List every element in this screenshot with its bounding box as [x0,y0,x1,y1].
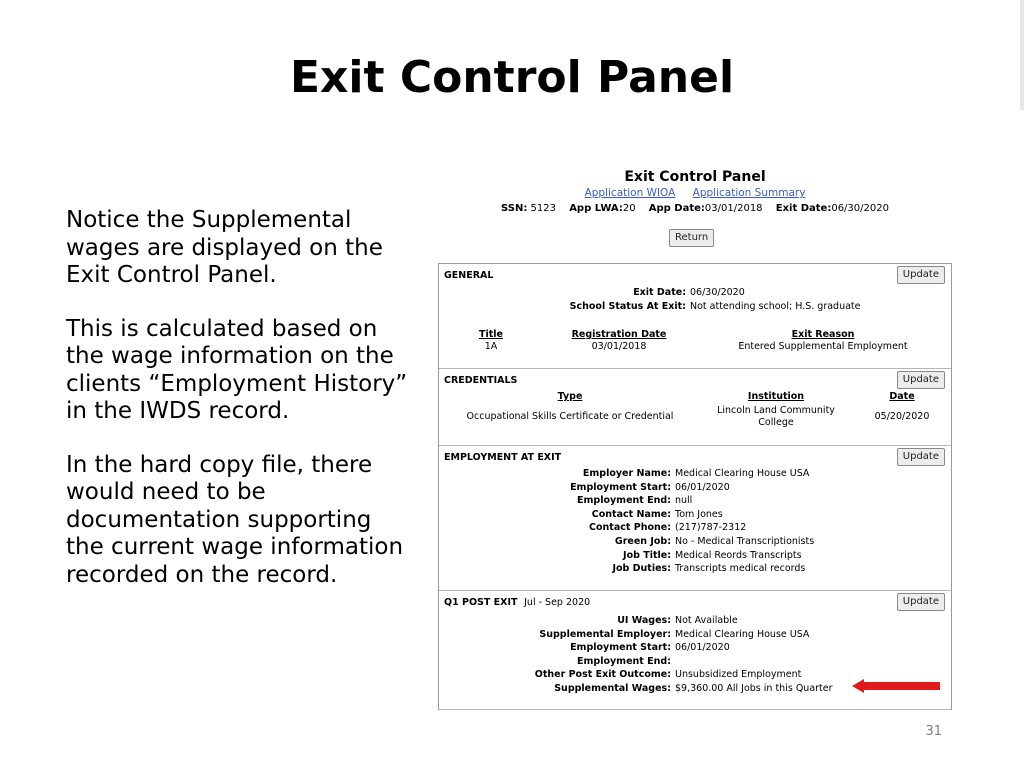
panel-links [438,186,952,200]
field-value: Medical Clearing House USA [675,628,810,640]
title-value: 1A [484,341,498,352]
field-label: Green Job: [614,535,671,547]
field-value: No - Medical Transcriptionists [675,535,815,547]
field-value: $9,360.00 All Jobs in this Quarter [675,682,833,694]
red-arrow-icon [852,679,940,693]
field-value: 06/01/2020 [675,642,730,654]
general-update-button[interactable]: Update [897,266,945,284]
employment-section [439,446,951,591]
institution-value: Lincoln Land Community College [717,405,835,428]
credentials-heading: CREDENTIALS [444,375,518,386]
q1-row [439,682,833,696]
exit-control-panel [438,263,952,710]
field-value: (217)787-2312 [675,522,747,534]
slide-body [66,207,416,615]
employment-row [439,494,814,508]
employment-fields [439,467,814,576]
panel-meta [438,201,952,217]
field-label: Supplemental Wages: [554,682,671,694]
lwa-label: App LWA: [569,203,623,214]
q1-row [439,668,833,682]
general-fields [439,286,861,313]
field-value: Not Available [675,615,738,626]
title-column [459,329,523,353]
field-label: Contact Phone: [589,522,671,534]
credential-date-column [865,391,939,423]
ssn-label: SSN: [501,203,528,214]
field-value: null [675,495,693,507]
slide-title: Exit Control Panel [289,52,735,103]
ssn-value: 5123 [530,203,556,214]
lwa-value: 20 [622,203,636,214]
credential-type-header: Type [557,391,583,402]
field-label: Supplemental Employer: [539,628,671,640]
employment-row [439,562,814,576]
paragraph-3: In the hard copy file, there would need to be documentation supporting the current wage information recorded on the record. [66,451,404,588]
exit-reason-column [723,329,923,353]
app-date-value: 03/01/2018 [704,203,763,214]
field-label: Employment End: [577,655,671,667]
field-label: Employment Start: [570,481,671,493]
app-date-label: App Date: [648,203,705,214]
credential-date-value: 05/20/2020 [874,411,930,422]
school-status-label: School Status At Exit: [569,300,686,312]
application-summary-link[interactable]: Application Summary [692,187,806,199]
credentials-update-button[interactable]: Update [897,371,945,389]
paragraph-1: Notice the Supplemental wages are displayed on the Exit Control Panel. [66,207,383,288]
field-label: Employment Start: [570,642,671,654]
q1-row [439,614,833,628]
employment-row [439,535,814,549]
page-number: 31 [925,724,942,739]
field-value: Medical Clearing House USA [675,468,810,479]
school-status-value: Not attending school; H.S. graduate [690,300,861,312]
paragraph-2: This is calculated based on the wage information on the clients “Employment History” in the IWDS record. [66,315,408,424]
exit-reason-value: Entered Supplemental Employment [738,341,908,352]
registration-column [551,329,687,353]
credential-date-header: Date [889,391,915,402]
q1-row [439,641,833,655]
field-label: Job Title: [623,549,671,561]
q1-row [439,655,833,669]
credential-type-column [453,391,687,423]
employment-row [439,481,814,495]
employment-row [439,549,814,563]
employment-row [439,467,814,481]
field-label: Contact Name: [591,508,671,520]
exit-reason-header: Exit Reason [791,329,855,340]
field-label: Other Post Exit Outcome: [534,669,671,681]
exit-control-panel-header [438,168,952,217]
general-heading: GENERAL [444,270,494,281]
field-value: Tom Jones [675,508,723,520]
q1-heading-label: Q1 POST EXIT [444,597,518,608]
field-label: UI Wages: [617,615,671,626]
exit-date-value: 06/30/2020 [831,203,889,214]
field-value [671,655,675,669]
credential-type-value: Occupational Skills Certificate or Credential [466,411,674,422]
employment-update-button[interactable]: Update [897,448,945,466]
field-value: Transcripts medical records [675,563,806,575]
institution-column [709,391,843,429]
general-section [439,264,951,369]
field-label: Employment End: [577,495,671,507]
employment-row [439,521,814,535]
institution-header: Institution [747,391,805,402]
exit-date-label: Exit Date: [775,203,832,214]
q1-heading [444,597,590,608]
q1-fields [439,614,833,696]
q1-period: Jul - Sep 2020 [524,597,591,608]
field-label: Job Duties: [612,563,671,575]
exit-date-label: Exit Date: [633,287,686,298]
field-value: 06/01/2020 [675,481,730,493]
q1-row [439,628,833,642]
field-value: Unsubsidized Employment [675,669,802,681]
title-header: Title [479,329,503,340]
credentials-section [439,369,951,446]
panel-title: Exit Control Panel [624,169,766,185]
registration-date-header: Registration Date [571,329,667,340]
field-value: Medical Reords Transcripts [675,549,802,561]
field-label: Employer Name: [582,468,671,479]
q1-update-button[interactable]: Update [897,593,945,611]
employment-heading: EMPLOYMENT AT EXIT [444,452,562,463]
registration-date-value: 03/01/2018 [591,341,647,352]
red-arrow-shape [852,679,940,693]
exit-date-value: 06/30/2020 [690,287,745,298]
application-wioa-link[interactable]: Application WIOA [584,187,676,199]
return-button[interactable]: Return [669,229,714,247]
employment-row [439,508,814,522]
